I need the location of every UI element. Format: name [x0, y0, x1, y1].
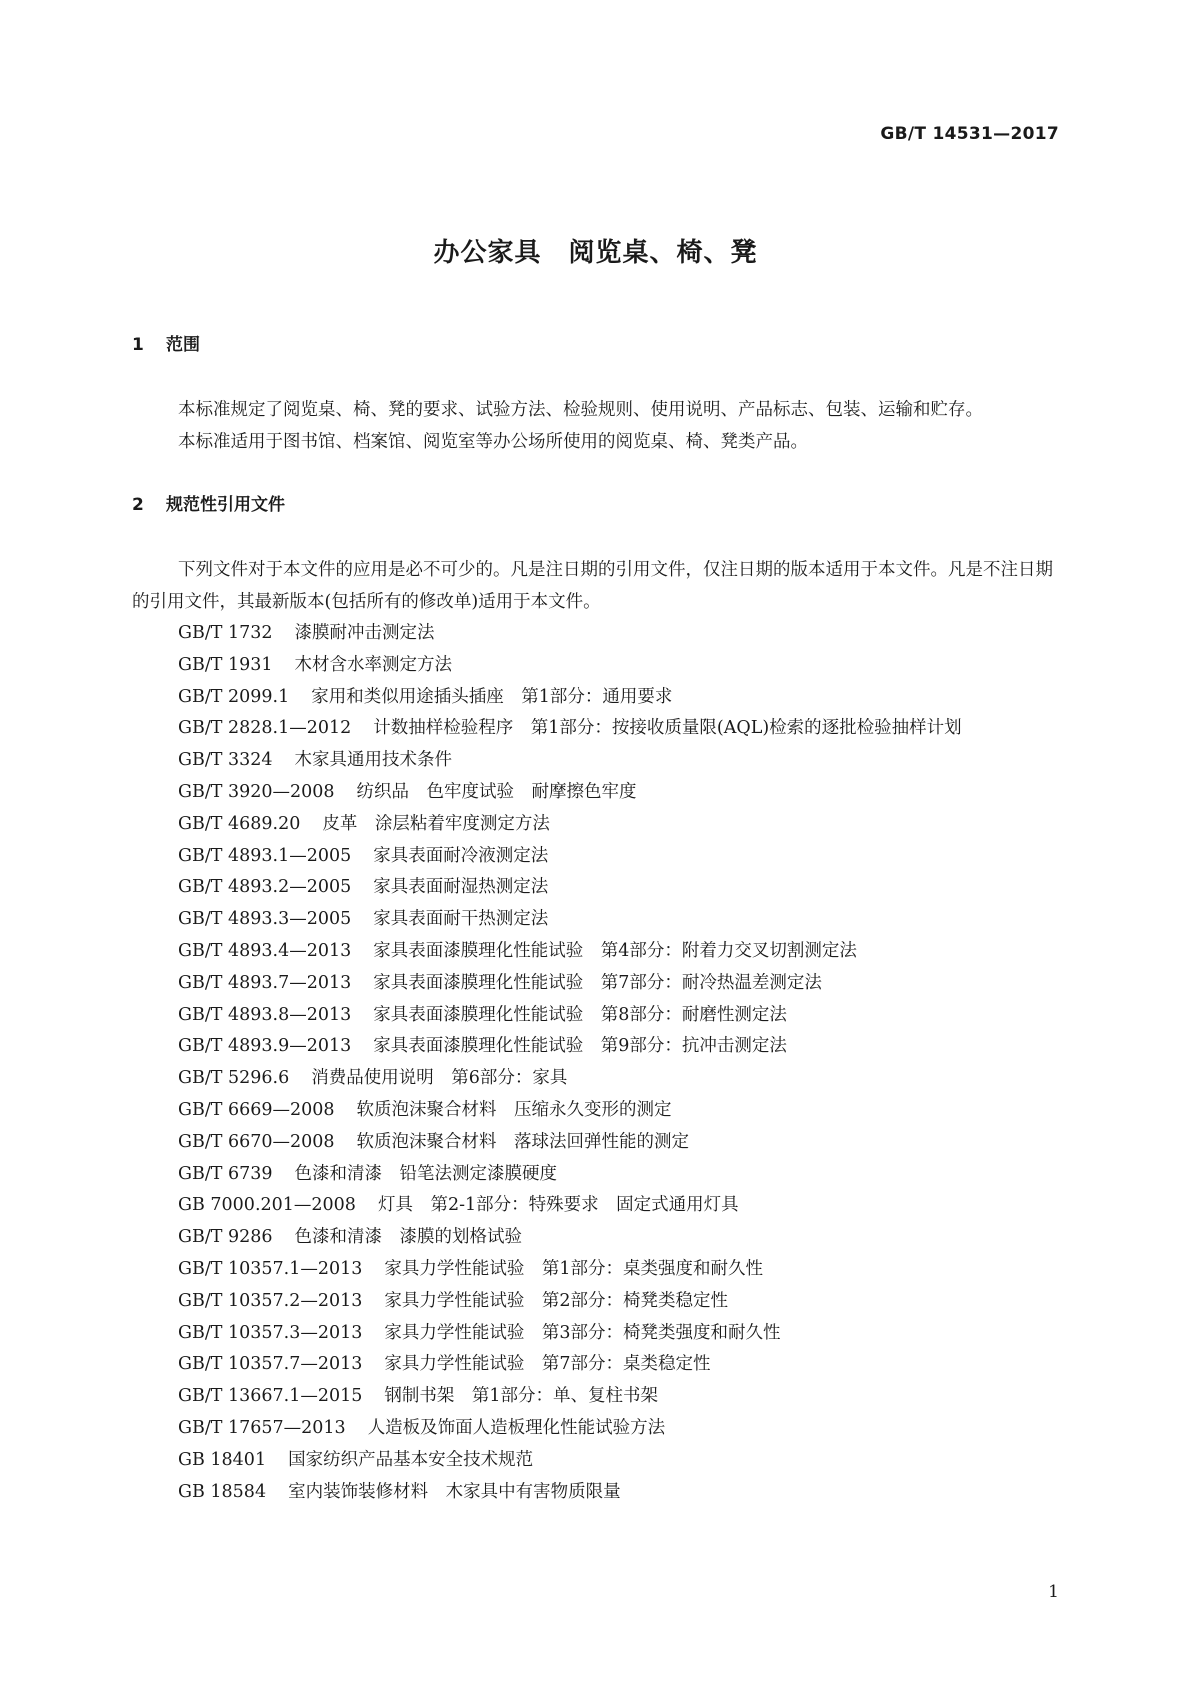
reference-item: [132, 1477, 1062, 1509]
reference-code: GB/T 4893.1—2005: [178, 845, 352, 866]
reference-title: 家具表面漆膜理化性能试验 第7部分：耐冷热温差测定法: [373, 972, 822, 993]
reference-title: 家具表面耐冷液测定法: [373, 845, 549, 866]
reference-title: 人造板及饰面人造板理化性能试验方法: [367, 1417, 666, 1438]
reference-list: [132, 618, 1062, 1508]
reference-item: [132, 1445, 1062, 1477]
reference-item: [132, 841, 1062, 873]
reference-item: [132, 1413, 1062, 1445]
reference-code: GB/T 4893.4—2013: [178, 940, 352, 961]
reference-title: 色漆和清漆 漆膜的划格试验: [294, 1227, 523, 1248]
reference-item: [132, 1254, 1062, 1286]
reference-code: GB 7000.201—2008: [178, 1195, 356, 1216]
reference-item: [132, 745, 1062, 777]
reference-code: GB/T 3920—2008: [178, 781, 335, 802]
reference-title: 纺织品 色牢度试验 耐摩擦色牢度: [356, 781, 637, 802]
reference-item: [132, 1063, 1062, 1095]
reference-code: GB 18401: [178, 1449, 267, 1470]
reference-code: GB/T 6670—2008: [178, 1131, 335, 1152]
reference-item: [132, 1095, 1062, 1127]
reference-title: 皮革 涂层粘着牢度测定方法: [322, 813, 550, 834]
section-1-paragraph: 本标准规定了阅览桌、椅、凳的要求、试验方法、检验规则、使用说明、产品标志、包装、运输和贮存。: [178, 400, 983, 420]
reference-code: GB/T 4893.3—2005: [178, 909, 352, 930]
reference-item: [132, 777, 1062, 809]
reference-item: [132, 713, 1062, 745]
reference-code: GB/T 10357.7—2013: [178, 1354, 363, 1375]
reference-code: GB/T 10357.2—2013: [178, 1290, 363, 1311]
page-number: 1: [1048, 1582, 1059, 1602]
reference-item: [132, 1159, 1062, 1191]
reference-code: GB/T 13667.1—2015: [178, 1386, 363, 1407]
reference-title: 国家纺织产品基本安全技术规范: [288, 1449, 534, 1470]
reference-code: GB/T 17657—2013: [178, 1417, 346, 1438]
reference-code: GB/T 4893.8—2013: [178, 1004, 352, 1025]
reference-code: GB/T 6669—2008: [178, 1099, 335, 1120]
reference-item: [132, 1318, 1062, 1350]
reference-title: 家用和类似用途插头插座 第1部分：通用要求: [311, 686, 673, 707]
reference-item: [132, 1127, 1062, 1159]
reference-item: [132, 650, 1062, 682]
reference-code: GB/T 10357.3—2013: [178, 1322, 363, 1343]
reference-title: 家具表面耐干热测定法: [373, 909, 549, 930]
reference-code: GB/T 2099.1: [178, 686, 290, 707]
reference-title: 消费品使用说明 第6部分：家具: [311, 1068, 568, 1089]
reference-item: [132, 1190, 1062, 1222]
reference-title: 计数抽样检验程序 第1部分：按接收质量限(AQL)检索的逐批检验抽样计划: [373, 718, 962, 739]
section-2-intro: [132, 554, 1062, 618]
reference-item: [132, 1031, 1062, 1063]
section-2-number: 2: [132, 495, 144, 515]
reference-item: [132, 904, 1062, 936]
reference-code: GB/T 4893.2—2005: [178, 877, 352, 898]
reference-code: GB/T 5296.6: [178, 1068, 290, 1089]
reference-code: GB/T 9286: [178, 1227, 273, 1248]
reference-title: 家具力学性能试验 第1部分：桌类强度和耐久性: [384, 1258, 764, 1279]
reference-title: 木家具通用技术条件: [294, 750, 453, 771]
reference-item: [132, 809, 1062, 841]
reference-code: GB 18584: [178, 1481, 267, 1502]
reference-item: [132, 682, 1062, 714]
reference-item: [132, 1349, 1062, 1381]
section-1-paragraph: 本标准适用于图书馆、档案馆、阅览室等办公场所使用的阅览桌、椅、凳类产品。: [178, 432, 808, 452]
reference-title: 家具力学性能试验 第3部分：椅凳类强度和耐久性: [384, 1322, 781, 1343]
reference-code: GB/T 10357.1—2013: [178, 1258, 363, 1279]
reference-title: 家具力学性能试验 第2部分：椅凳类稳定性: [384, 1290, 729, 1311]
section-2-intro-paragraph: 下列文件对于本文件的应用是必不可少的。凡是注日期的引用文件，仅注日期的版本适用于本文件。凡是不注日期的引用文件，其最新版本(包括所有的修改单)适用于本文件。: [132, 560, 1053, 612]
reference-title: 家具表面漆膜理化性能试验 第4部分：附着力交叉切割测定法: [373, 940, 857, 961]
reference-code: GB/T 3324: [178, 750, 273, 771]
reference-item: [132, 1286, 1062, 1318]
reference-title: 家具表面耐湿热测定法: [373, 877, 549, 898]
reference-code: GB/T 4893.7—2013: [178, 972, 352, 993]
reference-code: GB/T 6739: [178, 1163, 273, 1184]
reference-title: 家具力学性能试验 第7部分：桌类稳定性: [384, 1354, 711, 1375]
section-1-heading: [132, 330, 200, 355]
section-2-title: 规范性引用文件: [166, 495, 285, 515]
reference-code: GB/T 2828.1—2012: [178, 718, 352, 739]
reference-item: [132, 1000, 1062, 1032]
reference-title: 家具表面漆膜理化性能试验 第9部分：抗冲击测定法: [373, 1036, 787, 1057]
document-title: 办公家具 阅览桌、椅、凳: [433, 238, 758, 268]
reference-title: 家具表面漆膜理化性能试验 第8部分：耐磨性测定法: [373, 1004, 787, 1025]
reference-title: 软质泡沫聚合材料 压缩永久变形的测定: [356, 1099, 672, 1120]
reference-item: [132, 1222, 1062, 1254]
section-1-body: [132, 394, 1062, 458]
section-1-number: 1: [132, 335, 144, 355]
reference-code: GB/T 1931: [178, 654, 273, 675]
section-1-title: 范围: [166, 335, 200, 355]
reference-item: [132, 936, 1062, 968]
section-2-heading: [132, 490, 285, 515]
reference-code: GB/T 1732: [178, 623, 273, 643]
reference-title: 灯具 第2-1部分：特殊要求 固定式通用灯具: [377, 1195, 739, 1216]
reference-title: 室内装饰装修材料 木家具中有害物质限量: [288, 1481, 621, 1502]
reference-item: [132, 968, 1062, 1000]
standard-number: GB/T 14531—2017: [880, 124, 1059, 144]
reference-item: [132, 872, 1062, 904]
reference-title: 钢制书架 第1部分：单、复柱书架: [384, 1386, 659, 1407]
reference-title: 漆膜耐冲击测定法: [294, 623, 435, 643]
reference-code: GB/T 4893.9—2013: [178, 1036, 352, 1057]
reference-title: 木材含水率测定方法: [294, 654, 453, 675]
reference-item: [132, 1381, 1062, 1413]
reference-item: [132, 618, 1062, 650]
reference-title: 色漆和清漆 铅笔法测定漆膜硬度: [294, 1163, 558, 1184]
reference-title: 软质泡沫聚合材料 落球法回弹性能的测定: [356, 1131, 690, 1152]
reference-code: GB/T 4689.20: [178, 813, 301, 834]
